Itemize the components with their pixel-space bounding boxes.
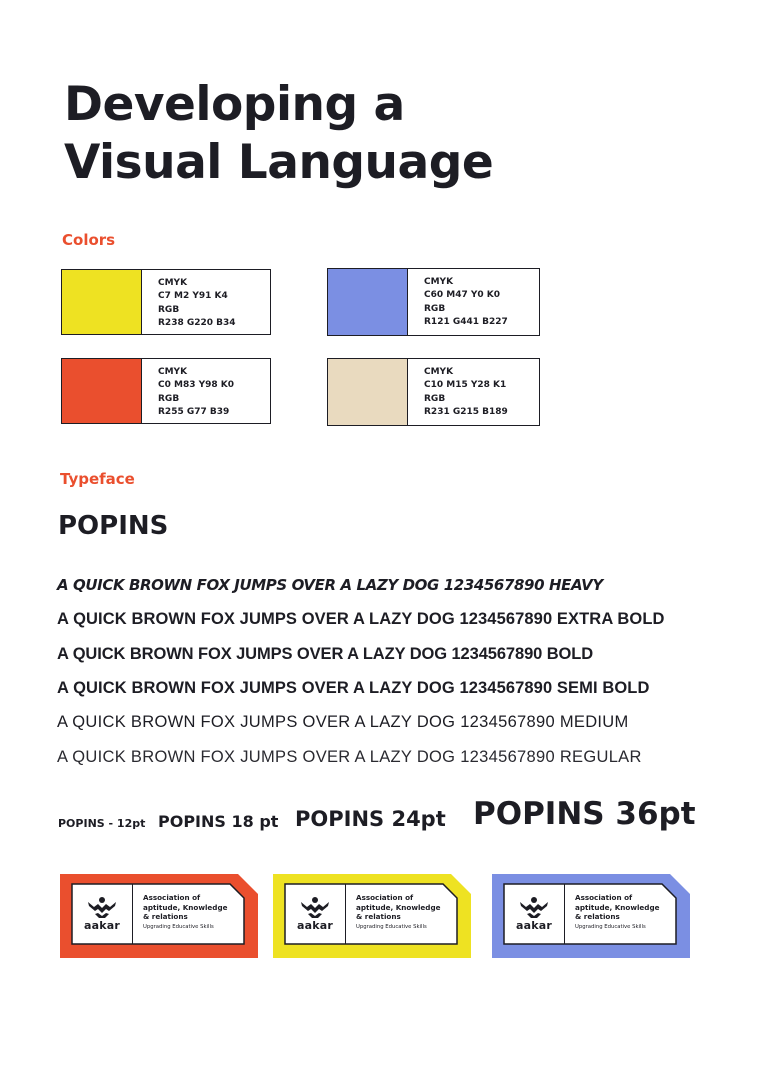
cmyk-values: C60 M47 Y0 K0	[424, 290, 501, 301]
rgb-label: RGB	[424, 393, 446, 404]
cmyk-label: CMYK	[424, 367, 454, 377]
organization-name: Association of aptitude, Knowledge & relations	[143, 893, 228, 921]
size-sample-36pt: POPINS 36pt	[473, 796, 696, 832]
color-values	[408, 269, 508, 335]
brand-card-yellow	[273, 874, 471, 958]
organization-tagline: Upgrading Educative Skills	[143, 923, 214, 930]
brand-card-blue	[492, 874, 690, 958]
color-chip	[62, 270, 142, 334]
page-title-line-2: Visual Language	[64, 135, 494, 190]
rgb-values: R231 G215 B189	[424, 406, 508, 417]
organization-tagline: Upgrading Educative Skills	[575, 923, 646, 930]
rgb-label: RGB	[158, 393, 180, 404]
organization-name: Association of aptitude, Knowledge & relations	[575, 893, 660, 921]
brand-card-orange	[60, 874, 258, 958]
logo-wordmark: aakar	[296, 919, 333, 932]
aakar-logo	[285, 884, 346, 944]
card-text	[346, 884, 440, 944]
color-values	[142, 270, 236, 334]
cmyk-label: CMYK	[158, 367, 188, 377]
type-sample-medium: A QUICK BROWN FOX JUMPS OVER A LAZY DOG 1234567890 MEDIUM	[57, 713, 629, 731]
font-name: POPINS	[58, 511, 169, 541]
card-text	[565, 884, 659, 944]
page-title-line-1: Developing a	[64, 77, 405, 132]
type-sample-bold: A QUICK BROWN FOX JUMPS OVER A LAZY DOG 1234567890 BOLD	[57, 645, 594, 663]
rgb-label: RGB	[158, 304, 180, 315]
card-content	[285, 884, 457, 944]
type-sample-heavy: A QUICK BROWN FOX JUMPS OVER A LAZY DOG 1234567890 HEAVY	[57, 576, 603, 594]
logo-wordmark: aakar	[83, 919, 120, 932]
cmyk-values: C10 M15 Y28 K1	[424, 380, 507, 391]
color-chip	[328, 269, 408, 335]
rgb-values: R238 G220 B34	[158, 317, 236, 328]
color-swatch-yellow	[61, 269, 271, 335]
rgb-values: R121 G441 B227	[424, 316, 508, 327]
cmyk-label: CMYK	[158, 278, 188, 288]
type-sample-semi-bold: A QUICK BROWN FOX JUMPS OVER A LAZY DOG 1234567890 SEMI BOLD	[57, 679, 650, 697]
organization-tagline: Upgrading Educative Skills	[356, 923, 427, 930]
card-text	[133, 884, 227, 944]
color-swatch-beige	[327, 358, 540, 426]
type-sample-extra-bold: A QUICK BROWN FOX JUMPS OVER A LAZY DOG 1234567890 EXTRA BOLD	[57, 610, 665, 628]
page-title	[64, 76, 493, 192]
size-sample-24pt: POPINS 24pt	[295, 807, 446, 831]
organization-name: Association of aptitude, Knowledge & relations	[356, 893, 441, 921]
cmyk-values: C0 M83 Y98 K0	[158, 380, 235, 391]
colors-heading: Colors	[62, 231, 116, 249]
color-chip	[328, 359, 408, 425]
aakar-logo-icon	[517, 896, 551, 918]
color-swatch-orange	[61, 358, 271, 424]
size-sample-12pt: POPINS - 12pt	[58, 817, 146, 830]
rgb-values: R255 G77 B39	[158, 406, 230, 417]
aakar-logo	[504, 884, 565, 944]
card-content	[72, 884, 244, 944]
cmyk-label: CMYK	[424, 277, 454, 287]
size-sample-18pt: POPINS 18 pt	[158, 812, 279, 831]
color-values	[142, 359, 234, 423]
logo-wordmark: aakar	[515, 919, 552, 932]
aakar-logo	[72, 884, 133, 944]
rgb-label: RGB	[424, 303, 446, 314]
color-values	[408, 359, 508, 425]
cmyk-values: C7 M2 Y91 K4	[158, 291, 228, 302]
type-sample-regular: A QUICK BROWN FOX JUMPS OVER A LAZY DOG 1234567890 REGULAR	[57, 748, 642, 766]
color-swatch-blue	[327, 268, 540, 336]
card-content	[504, 884, 676, 944]
typeface-heading: Typeface	[60, 470, 135, 488]
aakar-logo-icon	[298, 896, 332, 918]
color-chip	[62, 359, 142, 423]
aakar-logo-icon	[85, 896, 119, 918]
